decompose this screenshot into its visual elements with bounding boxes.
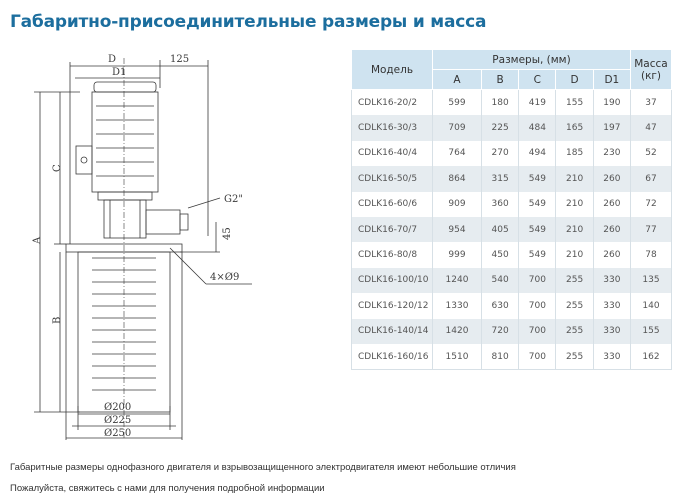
footnote-contact: Пожалуйста, свяжитесь с нами для получения подробной информации bbox=[10, 483, 325, 494]
table-row bbox=[352, 192, 672, 217]
cell-c: 549 bbox=[519, 217, 556, 242]
header-col-d: D bbox=[556, 70, 593, 90]
cell-b: 315 bbox=[481, 166, 518, 191]
cell-a: 1510 bbox=[433, 344, 482, 370]
table-row bbox=[352, 293, 672, 318]
cell-a: 864 bbox=[433, 166, 482, 191]
cell-c: 700 bbox=[519, 344, 556, 370]
cell-c: 700 bbox=[519, 319, 556, 344]
cell-mass: 37 bbox=[631, 90, 672, 116]
cell-c: 494 bbox=[519, 141, 556, 166]
page-title: Габаритно-присоединительные размеры и масса bbox=[10, 12, 487, 32]
cell-d: 210 bbox=[556, 217, 593, 242]
dim-holes-label: 4×Ø9 bbox=[210, 272, 240, 283]
dim-200-label: Ø200 bbox=[104, 402, 132, 413]
cell-a: 1240 bbox=[433, 268, 482, 293]
dim-125-label: 125 bbox=[170, 54, 190, 65]
cell-a: 1420 bbox=[433, 319, 482, 344]
header-mass: Масса (кг) bbox=[631, 50, 672, 90]
cell-b: 630 bbox=[481, 293, 518, 318]
cell-b: 450 bbox=[481, 242, 518, 267]
cell-d: 165 bbox=[556, 115, 593, 140]
table-row bbox=[352, 242, 672, 267]
cell-a: 709 bbox=[433, 115, 482, 140]
dim-c-label: C bbox=[52, 164, 63, 172]
cell-d: 210 bbox=[556, 192, 593, 217]
dim-b-label: B bbox=[52, 316, 63, 324]
header-model: Модель bbox=[352, 50, 433, 90]
cell-a: 764 bbox=[433, 141, 482, 166]
cell-d1: 190 bbox=[593, 90, 630, 116]
cell-d1: 260 bbox=[593, 166, 630, 191]
cell-a: 909 bbox=[433, 192, 482, 217]
dim-d1-label: D1 bbox=[112, 67, 127, 78]
cell-model: CDLK16-40/4 bbox=[352, 141, 433, 166]
cell-mass: 140 bbox=[631, 293, 672, 318]
cell-mass: 135 bbox=[631, 268, 672, 293]
dim-g2-label: G2" bbox=[224, 194, 243, 205]
cell-d: 210 bbox=[556, 166, 593, 191]
cell-a: 599 bbox=[433, 90, 482, 116]
cell-a: 954 bbox=[433, 217, 482, 242]
cell-d1: 330 bbox=[593, 268, 630, 293]
table-row bbox=[352, 166, 672, 191]
dim-a-label: A bbox=[32, 236, 43, 244]
cell-d: 255 bbox=[556, 319, 593, 344]
cell-c: 484 bbox=[519, 115, 556, 140]
cell-model: CDLK16-120/12 bbox=[352, 293, 433, 318]
header-col-d1: D1 bbox=[593, 70, 630, 90]
cell-d: 255 bbox=[556, 293, 593, 318]
header-col-a: A bbox=[433, 70, 482, 90]
cell-model: CDLK16-50/5 bbox=[352, 166, 433, 191]
cell-d: 255 bbox=[556, 344, 593, 370]
cell-model: CDLK16-70/7 bbox=[352, 217, 433, 242]
pump-dimension-drawing bbox=[20, 48, 340, 446]
cell-c: 700 bbox=[519, 293, 556, 318]
cell-mass: 72 bbox=[631, 192, 672, 217]
table-row bbox=[352, 90, 672, 116]
cell-model: CDLK16-160/16 bbox=[352, 344, 433, 370]
cell-b: 810 bbox=[481, 344, 518, 370]
table-row bbox=[352, 115, 672, 140]
cell-d1: 197 bbox=[593, 115, 630, 140]
cell-c: 549 bbox=[519, 242, 556, 267]
cell-b: 225 bbox=[481, 115, 518, 140]
cell-mass: 78 bbox=[631, 242, 672, 267]
cell-d1: 260 bbox=[593, 192, 630, 217]
cell-d: 210 bbox=[556, 242, 593, 267]
cell-mass: 162 bbox=[631, 344, 672, 370]
cell-b: 360 bbox=[481, 192, 518, 217]
dim-45-label: 45 bbox=[222, 227, 233, 240]
header-col-c: C bbox=[519, 70, 556, 90]
cell-d: 255 bbox=[556, 268, 593, 293]
table-row bbox=[352, 141, 672, 166]
cell-model: CDLK16-20/2 bbox=[352, 90, 433, 116]
cell-d1: 260 bbox=[593, 217, 630, 242]
dimensions-table bbox=[351, 49, 672, 370]
cell-d1: 330 bbox=[593, 344, 630, 370]
cell-mass: 52 bbox=[631, 141, 672, 166]
footnote-variants: Габаритные размеры однофазного двигателя и взрывозащищенного электродвигателя имеют небольшие отличия bbox=[10, 462, 516, 473]
cell-c: 549 bbox=[519, 166, 556, 191]
cell-b: 180 bbox=[481, 90, 518, 116]
cell-model: CDLK16-100/10 bbox=[352, 268, 433, 293]
cell-d1: 230 bbox=[593, 141, 630, 166]
cell-b: 540 bbox=[481, 268, 518, 293]
cell-b: 405 bbox=[481, 217, 518, 242]
cell-a: 1330 bbox=[433, 293, 482, 318]
table-row bbox=[352, 344, 672, 370]
cell-d1: 260 bbox=[593, 242, 630, 267]
cell-b: 720 bbox=[481, 319, 518, 344]
cell-c: 419 bbox=[519, 90, 556, 116]
cell-d1: 330 bbox=[593, 319, 630, 344]
header-dimensions: Размеры, (мм) bbox=[433, 50, 631, 70]
cell-mass: 47 bbox=[631, 115, 672, 140]
table-row bbox=[352, 319, 672, 344]
cell-d: 155 bbox=[556, 90, 593, 116]
cell-model: CDLK16-140/14 bbox=[352, 319, 433, 344]
dim-225-label: Ø225 bbox=[104, 415, 132, 426]
cell-a: 999 bbox=[433, 242, 482, 267]
cell-mass: 155 bbox=[631, 319, 672, 344]
cell-b: 270 bbox=[481, 141, 518, 166]
table-row bbox=[352, 217, 672, 242]
table-row bbox=[352, 268, 672, 293]
dim-d-label: D bbox=[108, 54, 117, 65]
dim-250-label: Ø250 bbox=[104, 428, 132, 439]
cell-c: 700 bbox=[519, 268, 556, 293]
header-col-b: B bbox=[481, 70, 518, 90]
cell-model: CDLK16-30/3 bbox=[352, 115, 433, 140]
cell-d1: 330 bbox=[593, 293, 630, 318]
cell-model: CDLK16-60/6 bbox=[352, 192, 433, 217]
cell-c: 549 bbox=[519, 192, 556, 217]
cell-d: 185 bbox=[556, 141, 593, 166]
cell-mass: 77 bbox=[631, 217, 672, 242]
cell-model: CDLK16-80/8 bbox=[352, 242, 433, 267]
cell-mass: 67 bbox=[631, 166, 672, 191]
